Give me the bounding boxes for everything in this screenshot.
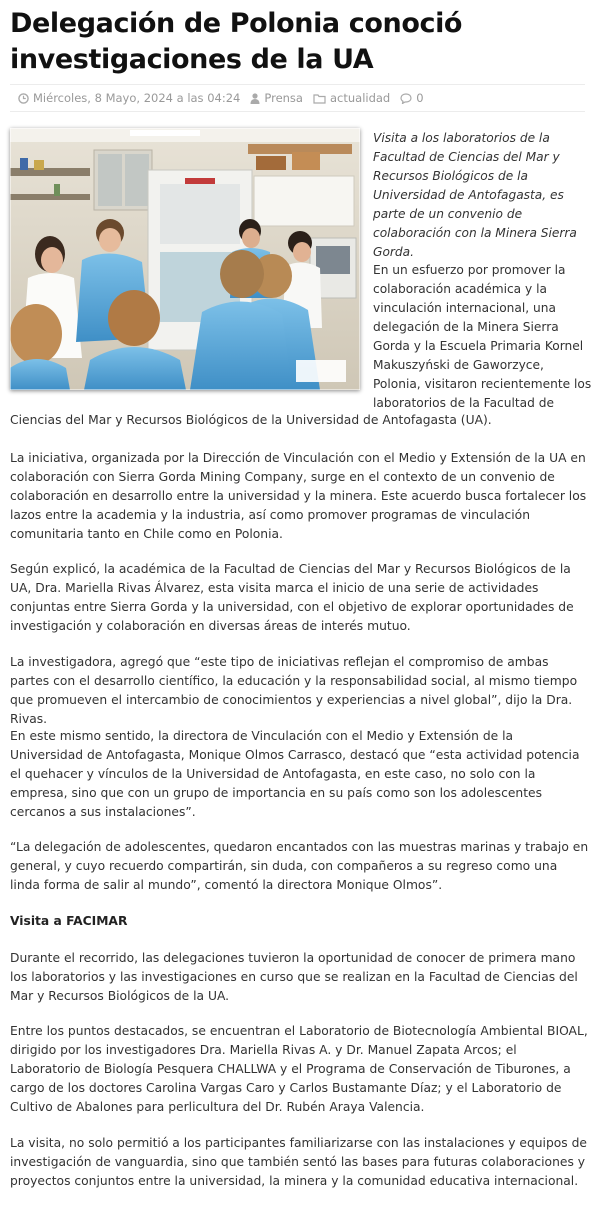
post-meta (10, 84, 585, 112)
post-comments-count[interactable]: 0 (416, 91, 424, 105)
comment-icon (400, 93, 412, 104)
article-paragraph-7: Durante el recorrido, las delegaciones tuvieron la oportunidad de conocer de primera mano los laboratorios y las investigaciones en curso que se realizan en la Facultad de Ciencias del Mar y Recursos Biológicos de la UA. (10, 951, 578, 1003)
article-paragraph-2: La iniciativa, organizada por la Dirección de Vinculación con el Medio y Extensión de la UA en colaboración con Sierra Gorda Mining Company, surge en el contexto de un convenio de colaboración en desarrollo entre la universidad y la minera. Este acuerdo busca fortalecer los lazos entre la academia y la industria, así como promover programas de vinculación comunitaria tanto en Chile como en Polonia. (10, 451, 587, 541)
article-paragraph-1-cont: Ciencias del Mar y Recursos Biológicos de la Universidad de Antofagasta (UA). (10, 413, 492, 427)
article-photo (10, 128, 360, 390)
article-paragraph-6: “La delegación de adolescentes, quedaron encantados con las muestras marinas y trabajo en general, y cuyo recuerdo compartirán, sin duda, con compañeros a su regreso como una linda forma de salir al mundo”, comentó la directora Monique Olmos”. (10, 840, 589, 892)
post-author[interactable] (250, 91, 303, 105)
clock-icon (18, 93, 29, 104)
article-paragraph-8: Entre los puntos destacados, se encuentran el Laboratorio de Biotecnología Ambiental BIOAL, dirigido por los investigadores Dra. Mariella Rivas A. y Dr. Manuel Zapata Arcos; el Laboratorio de Biología Pesquera CHALLWA y el Programa de Conservación de Tiburones, a cargo de los doctores Carolina Vargas Caro y Carlos Bustamante Díaz; y el Laboratorio de Cultivo de Abalones para perlicultura del Dr. Rubén Araya Valencia. (10, 1024, 588, 1114)
section-heading: Visita a FACIMAR (10, 914, 128, 928)
post-date-text: Miércoles, 8 Mayo, 2024 a las 04:24 (33, 91, 241, 105)
folder-icon (313, 93, 326, 104)
article-paragraph-1-side: En un esfuerzo por promover la colaboración académica y la vinculación internacional, una delegación de la Minera Sierra Gorda y la Escuela Primaria Kornel Makuszyński de Gaworzyce, Polonia, visitaron recientemente los laboratorios de la Facultad de (373, 263, 592, 410)
article-paragraph-5: En este mismo sentido, la directora de Vinculación con el Medio y Extensión de la Universidad de Antofagasta, Monique Olmos Carrasco, destacó que “esta actividad potencia el quehacer y vínculos de la Universidad de Antofagasta, en este caso, no solo con la empresa, sino que con un grupo de importancia en su país como son los adolescentes cercanos a sus instalaciones”. (10, 729, 580, 819)
post-category-text[interactable]: actualidad (329, 91, 391, 105)
article-paragraph-9: La visita, no solo permitió a los participantes familiarizarse con las instalaciones y equipos de investigación de vanguardia, sino que también sentó las bases para futuras colaboraciones y proyectos conjuntos entre la universidad, la minera y la comunidad educativa internacional. (10, 1136, 587, 1188)
user-icon (250, 93, 260, 104)
article-paragraph-3: Según explicó, la académica de la Facultad de Ciencias del Mar y Recursos Biológicos de la UA, Dra. Mariella Rivas Álvarez, esta visita marca el inicio de una serie de actividades conjuntas entre Sierra Gorda y la universidad, con el objetivo de explorar oportunidades de investigación y colaboración en diversas áreas de interés mutuo. (10, 562, 574, 633)
post-date (18, 91, 240, 105)
post-comments[interactable] (400, 91, 423, 105)
post-author-text[interactable]: Prensa (264, 91, 303, 105)
article-title: Delegación de Polonia conoció investigaciones de la UA (10, 8, 463, 75)
post-category[interactable] (313, 91, 390, 105)
lab-scene-illustration (10, 128, 360, 390)
article-lead: Visita a los laboratorios de la Facultad de Ciencias del Mar y Recursos Biológicos de la Universidad de Antofagasta, es parte de un convenio de colaboración con la Minera Sierra Gorda. (373, 131, 577, 259)
article-paragraph-4: La investigadora, agregó que “este tipo de iniciativas reflejan el compromiso de ambas partes con el desarrollo científico, la educación y la responsabilidad social, al mismo tiempo que promueven el intercambio de conocimientos y experiencias a nivel global”, dijo la Dra. Rivas. (10, 655, 578, 726)
